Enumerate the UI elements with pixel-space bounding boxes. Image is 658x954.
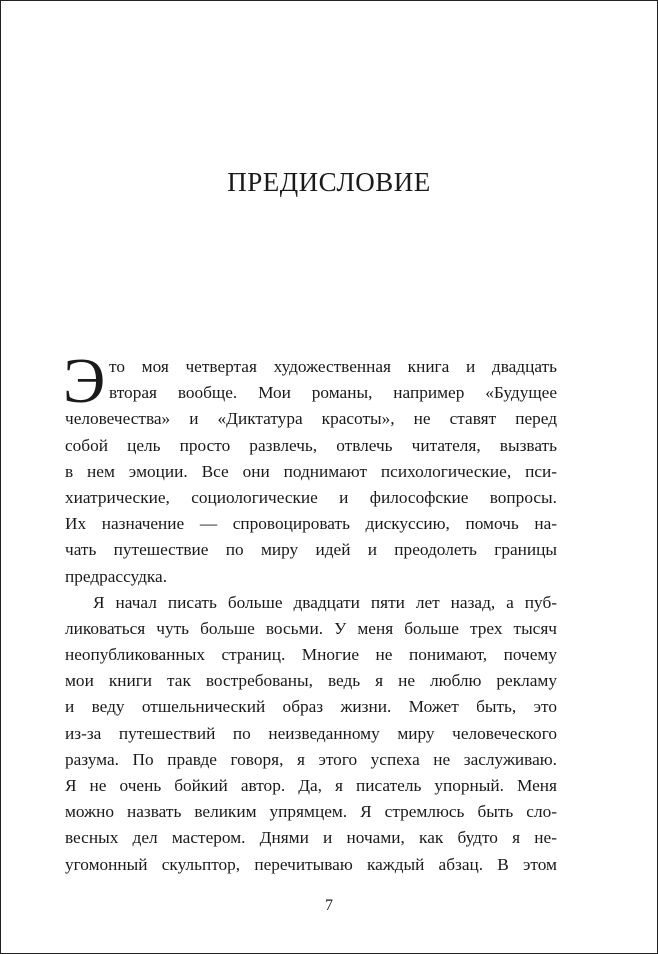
text-line: весных дел мастером. Днями и ночами, как будто я не- <box>65 828 557 848</box>
text-line: Их назначение — спровоцировать дискуссию, помочь на- <box>65 514 557 534</box>
text-line: мои книги так востребованы, ведь я не люблю рекламу <box>65 671 557 691</box>
text-line: можно назвать великим упрямцем. Я стремлюсь быть сло- <box>65 802 557 822</box>
paragraph-1 <box>65 354 557 590</box>
text-line: хиатрические, социологические и философские вопросы. <box>65 487 557 507</box>
text-line: из-за путешествий по неизведанному миру человеческого <box>65 723 557 743</box>
body-text <box>63 345 557 878</box>
text-line: и веду отшельнический образ жизни. Может быть, это <box>65 697 557 717</box>
text-line: разума. По правде говоря, я этого успеха не заслуживаю. <box>65 749 557 769</box>
text-line: неопубликованных страниц. Многие не понимают, почему <box>65 645 557 665</box>
text-line: предрассудка. <box>65 566 168 586</box>
text-line: вторая вообще. Мои романы, например «Будущее <box>109 383 557 403</box>
text-line: Я начал писать больше двадцати пяти лет назад, а пуб- <box>93 592 557 612</box>
text-line: то моя четвертая художественная книга и двадцать <box>109 357 557 376</box>
drop-cap: Э <box>63 345 106 416</box>
text-line: человечества» и «Диктатура красоты», не ставят перед <box>65 409 557 429</box>
chapter-title: ПРЕДИСЛОВИЕ <box>227 167 431 197</box>
text-line: угомонный скульптор, перечитываю каждый абзац. В этом <box>65 854 557 874</box>
text-line: Я не очень бойкий автор. Да, я писатель упорный. Меня <box>65 776 557 795</box>
text-line: ликоваться чуть больше восьми. У меня больше трех тысяч <box>65 618 557 638</box>
text-line: чать путешествие по миру идей и преодолеть границы <box>65 540 557 560</box>
page-number: 7 <box>325 897 333 914</box>
paragraph-2 <box>65 590 557 878</box>
text-line: в нем эмоции. Все они поднимают психологические, пси- <box>65 461 557 481</box>
text-line: собой цель просто развлечь, отвлечь читателя, вызвать <box>65 435 557 455</box>
